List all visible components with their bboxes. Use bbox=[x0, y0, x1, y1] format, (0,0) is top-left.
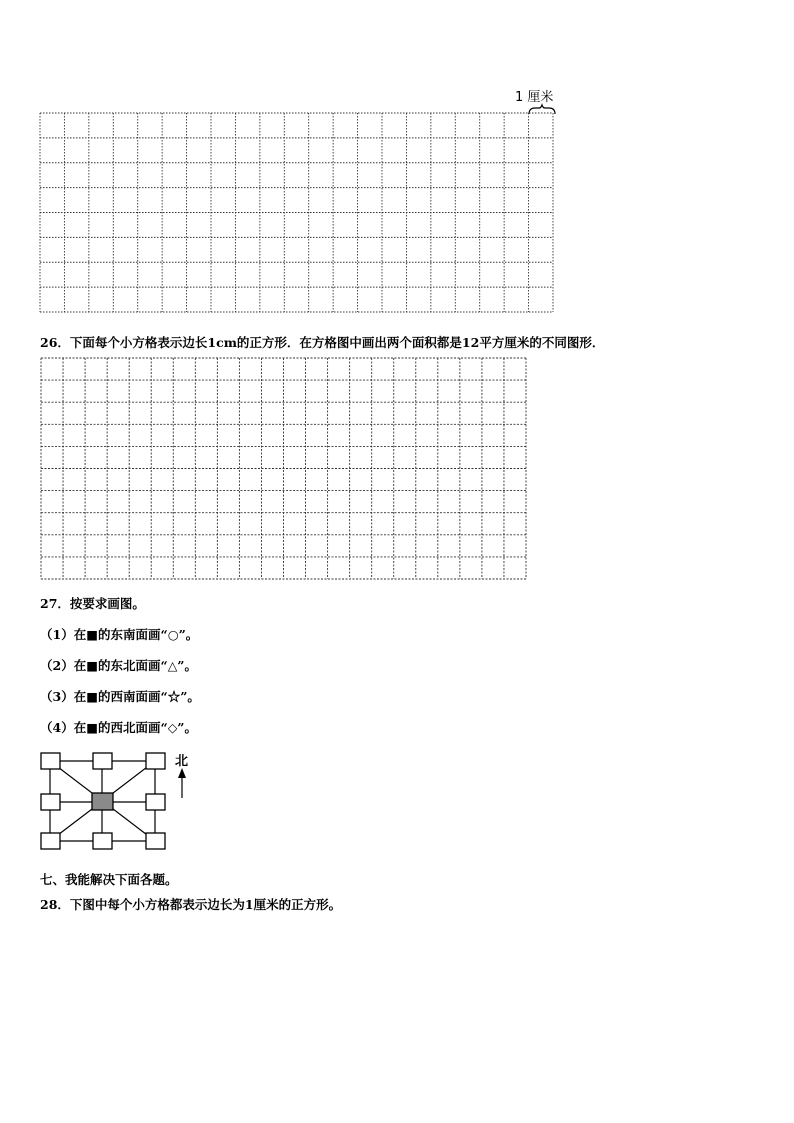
question-27-item-2: （2）在■的东北面画“△”。 bbox=[40, 658, 198, 673]
box-east bbox=[146, 794, 165, 810]
question-27-title: 27．按要求画图。 bbox=[40, 596, 145, 611]
box-south bbox=[93, 833, 112, 849]
question-28-text: 28．下图中每个小方格都表示边长为1厘米的正方形。 bbox=[40, 897, 342, 912]
scale-label: 1 厘米 bbox=[515, 90, 554, 105]
box-southwest bbox=[41, 833, 60, 849]
question-27-item-1: （1）在■的东南面画“○”。 bbox=[40, 627, 199, 642]
direction-diagram[interactable] bbox=[38, 748, 198, 858]
question-26-text: 26．下面每个小方格表示边长1cm的正方形．在方格图中画出两个面积都是12平方厘米的不同图形． bbox=[40, 335, 605, 350]
north-label: 北 bbox=[175, 754, 189, 769]
box-west bbox=[41, 794, 60, 810]
question-27-item-4: （4）在■的西北面画“◇”。 bbox=[40, 720, 198, 735]
question-27-item-3: （3）在■的西南面画“☆”。 bbox=[40, 689, 200, 704]
square-grid-2[interactable] bbox=[41, 358, 527, 580]
box-northwest bbox=[41, 753, 60, 769]
box-north bbox=[93, 753, 112, 769]
section-7-title: 七、我能解决下面各题。 bbox=[40, 872, 178, 887]
north-arrow-icon bbox=[178, 768, 186, 798]
square-grid-1[interactable] bbox=[40, 113, 554, 313]
box-southeast bbox=[146, 833, 165, 849]
box-northeast bbox=[146, 753, 165, 769]
center-shaded-box bbox=[92, 793, 113, 810]
